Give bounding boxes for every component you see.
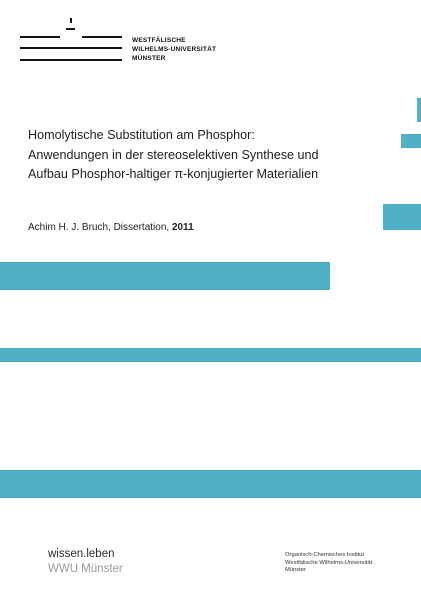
institute-line: Organisch-Chemisches Institut — [285, 552, 364, 558]
logo-bar-upper-right — [82, 36, 122, 38]
institute-line: Münster — [285, 567, 306, 573]
university-name-line: WILHELMS-UNIVERSITÄT — [132, 46, 217, 53]
university-name-line: MÜNSTER — [132, 55, 166, 62]
university-name-line: WESTFÄLISCHE — [132, 37, 186, 44]
logo-bar-middle — [20, 47, 122, 49]
university-name — [132, 36, 216, 63]
author-line — [28, 222, 194, 233]
author-name: Achim H. J. Bruch, Dissertation, — [28, 222, 172, 233]
accent-band-2 — [0, 348, 421, 362]
accent-band-1 — [0, 262, 330, 290]
logo-bar-lower — [20, 59, 122, 61]
document-title — [28, 126, 398, 185]
accent-block-medium — [401, 134, 421, 148]
logo-tick-mark — [70, 18, 72, 23]
title-line: Anwendungen in der stereoselektiven Synthese und — [28, 147, 319, 162]
slogan-primary: wissen.leben — [48, 548, 115, 560]
institute-line: Westfälische Wilhelms-Universität — [285, 559, 373, 566]
title-line: Aufbau Phosphor-haltiger π-konjugierter Materialien — [28, 167, 319, 181]
logo-bar-upper-left — [20, 36, 60, 38]
logo-small-bar — [66, 28, 75, 30]
institute-address — [285, 552, 372, 575]
accent-band-3 — [0, 470, 421, 498]
accent-block-large — [383, 204, 421, 230]
slogan-secondary: WWU Münster — [48, 563, 123, 575]
publication-year: 2011 — [171, 222, 194, 233]
title-line: Homolytische Substitution am Phosphor: — [28, 128, 255, 142]
accent-block-small — [417, 98, 421, 122]
